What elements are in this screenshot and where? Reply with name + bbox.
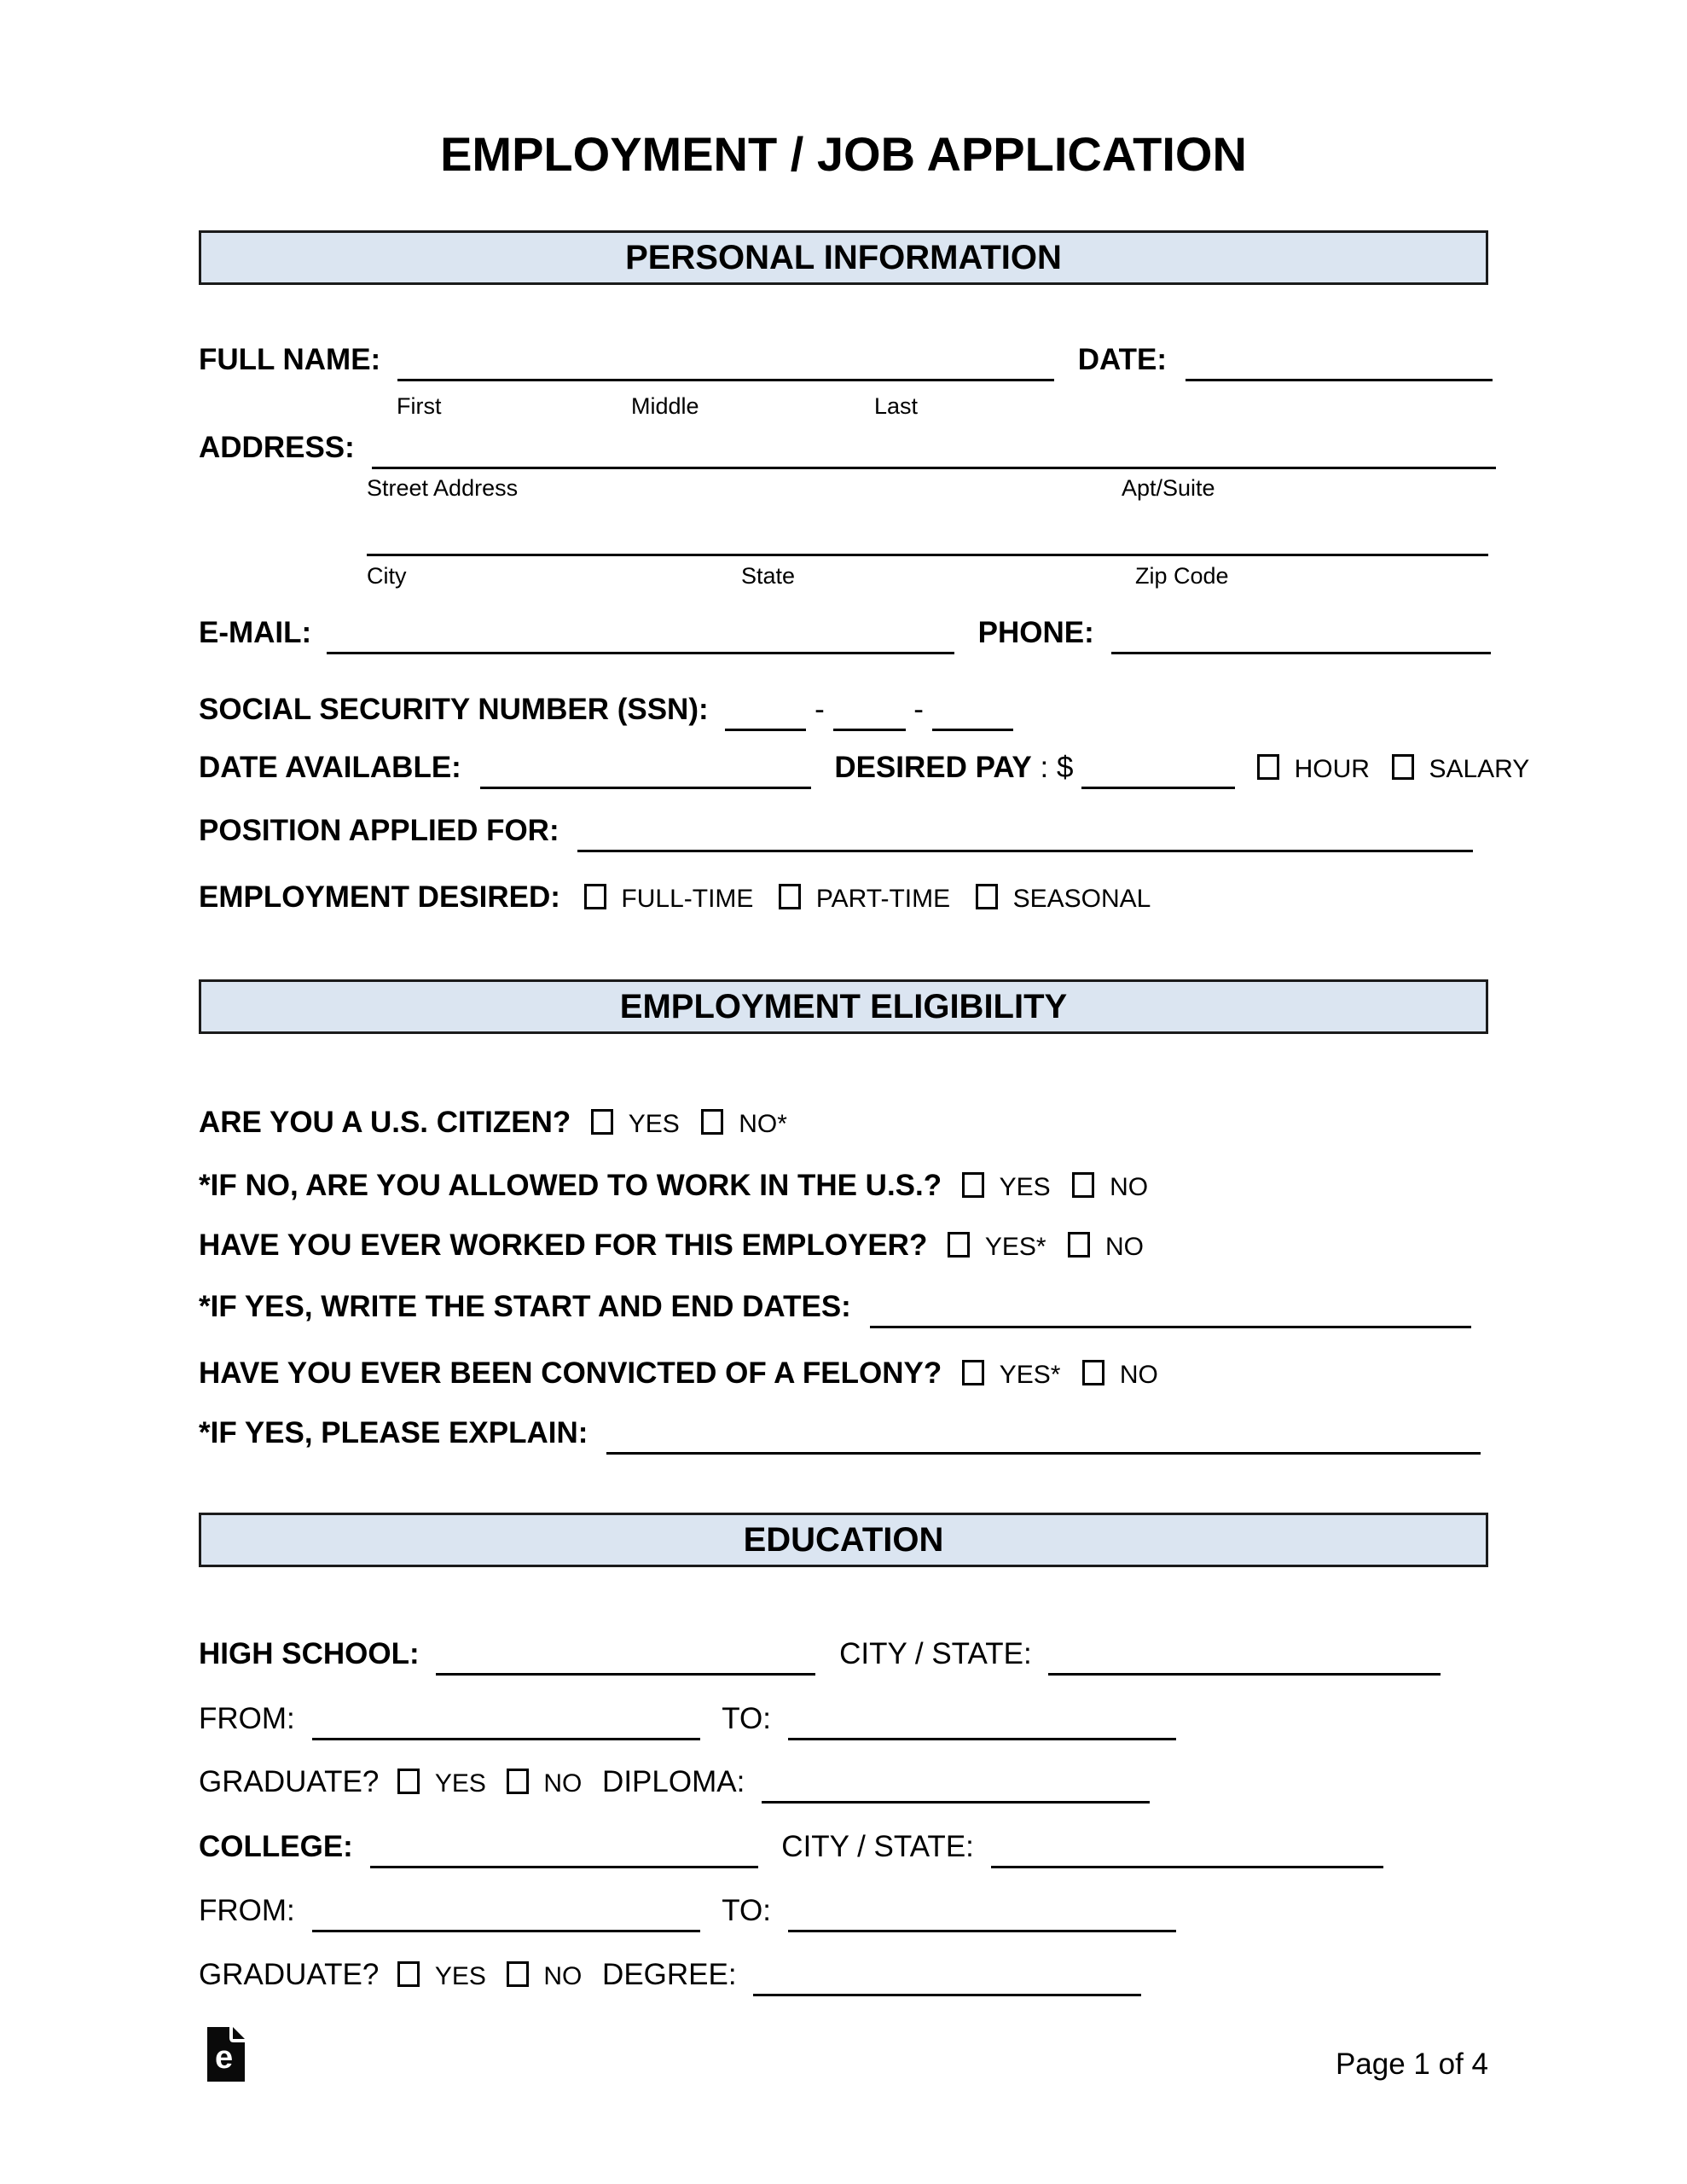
address-label: ADDRESS: — [199, 431, 355, 464]
start-end-dates-input[interactable] — [870, 1307, 1471, 1328]
position-input[interactable] — [577, 831, 1473, 852]
diploma-label: DIPLOMA: — [602, 1765, 745, 1798]
phone-input[interactable] — [1111, 633, 1491, 654]
desired-pay-label: DESIRED PAY — [834, 751, 1032, 784]
full-name-input[interactable] — [397, 360, 1054, 381]
felony-no-checkbox[interactable] — [1082, 1360, 1104, 1385]
explain-input[interactable] — [606, 1433, 1481, 1455]
high-school-row — [199, 1635, 1441, 1676]
hs-graduate-yes-label: YES — [434, 1769, 486, 1798]
citizen-question-label: ARE YOU A U.S. CITIZEN? — [199, 1106, 571, 1139]
eforms-logo-letter: e — [215, 2040, 234, 2076]
email-label: E-MAIL: — [199, 616, 312, 649]
college-from-label: FROM: — [199, 1894, 295, 1927]
employment-desired-label: EMPLOYMENT DESIRED: — [199, 880, 560, 914]
college-row — [199, 1828, 1383, 1868]
address-row — [199, 429, 1496, 469]
explain-label: *IF YES, PLEASE EXPLAIN: — [199, 1416, 588, 1449]
full-name-row — [199, 341, 1493, 381]
section-header-employment-eligibility — [199, 979, 1488, 1034]
college-graduate-no-checkbox[interactable] — [507, 1961, 529, 1987]
allowed-yes-label: YES — [999, 1173, 1051, 1201]
zip-code-sublabel: Zip Code — [1135, 563, 1229, 589]
citizen-no-checkbox[interactable] — [701, 1109, 723, 1135]
eforms-logo — [207, 2027, 248, 2082]
degree-label: DEGREE: — [602, 1958, 737, 1991]
date-available-label: DATE AVAILABLE: — [199, 751, 461, 784]
page-number: Page 1 of 4 — [1335, 2048, 1488, 2081]
date-available-input[interactable] — [480, 768, 811, 789]
felony-yes-label: YES* — [999, 1361, 1061, 1389]
hs-graduate-no-checkbox[interactable] — [507, 1769, 529, 1794]
desired-pay-input[interactable] — [1081, 768, 1235, 789]
degree-input[interactable] — [753, 1975, 1141, 1996]
felony-question-label: HAVE YOU EVER BEEN CONVICTED OF A FELONY? — [199, 1356, 942, 1390]
ssn-label: SOCIAL SECURITY NUMBER (SSN): — [199, 693, 709, 726]
seasonal-label: SEASONAL — [1012, 885, 1151, 913]
full-time-checkbox[interactable] — [584, 884, 606, 909]
address-line2-input[interactable] — [367, 554, 1488, 556]
city-sublabel: City — [367, 563, 407, 589]
ssn-separator: - — [815, 693, 825, 726]
college-graduate-no-label: NO — [543, 1962, 583, 1990]
allowed-question-row — [199, 1167, 1148, 1206]
worked-no-checkbox[interactable] — [1068, 1232, 1090, 1258]
college-city-state-label: CITY / STATE: — [781, 1830, 974, 1863]
part-time-checkbox[interactable] — [779, 884, 801, 909]
ssn-part3-input[interactable] — [932, 710, 1013, 731]
allowed-yes-checkbox[interactable] — [962, 1172, 984, 1198]
first-name-sublabel: First — [397, 393, 442, 419]
felony-yes-checkbox[interactable] — [962, 1360, 984, 1385]
college-input[interactable] — [370, 1847, 758, 1868]
seasonal-checkbox[interactable] — [976, 884, 998, 909]
position-label: POSITION APPLIED FOR: — [199, 814, 559, 847]
start-end-dates-row — [199, 1288, 1471, 1328]
college-to-label: TO: — [722, 1894, 771, 1927]
citizen-yes-checkbox[interactable] — [591, 1109, 613, 1135]
hs-graduate-no-label: NO — [543, 1769, 583, 1798]
ssn-part1-input[interactable] — [725, 710, 806, 731]
email-phone-row — [199, 614, 1491, 654]
section-header-text: EDUCATION — [743, 1520, 944, 1559]
street-address-sublabel: Street Address — [367, 475, 519, 501]
citizen-yes-label: YES — [628, 1110, 680, 1138]
diploma-input[interactable] — [762, 1782, 1150, 1804]
desired-pay-suffix: : $ — [1040, 751, 1074, 784]
date-input[interactable] — [1186, 360, 1493, 381]
citizen-no-label: NO* — [739, 1110, 787, 1138]
hs-graduate-row — [199, 1763, 1150, 1804]
hour-checkbox[interactable] — [1257, 754, 1279, 780]
college-graduate-yes-checkbox[interactable] — [397, 1961, 420, 1987]
allowed-no-label: NO — [1110, 1173, 1149, 1201]
ssn-part2-input[interactable] — [833, 710, 906, 731]
apt-suite-sublabel: Apt/Suite — [1122, 475, 1215, 501]
college-city-state-input[interactable] — [991, 1847, 1383, 1868]
salary-label: SALARY — [1429, 755, 1530, 783]
date-label: DATE: — [1077, 343, 1168, 376]
college-dates-row — [199, 1892, 1176, 1932]
hs-to-label: TO: — [722, 1702, 771, 1735]
full-time-label: FULL-TIME — [621, 885, 754, 913]
employment-desired-row — [199, 879, 1151, 918]
email-input[interactable] — [327, 633, 954, 654]
section-header-education — [199, 1513, 1488, 1567]
section-header-personal-information — [199, 230, 1488, 285]
college-graduate-label: GRADUATE? — [199, 1958, 380, 1991]
worked-yes-label: YES* — [984, 1233, 1046, 1261]
position-row — [199, 812, 1473, 852]
salary-checkbox[interactable] — [1392, 754, 1414, 780]
hs-to-input[interactable] — [788, 1719, 1176, 1740]
street-address-input[interactable] — [372, 448, 1496, 469]
allowed-no-checkbox[interactable] — [1072, 1172, 1094, 1198]
college-to-input[interactable] — [788, 1911, 1176, 1932]
start-end-dates-label: *IF YES, WRITE THE START AND END DATES: — [199, 1290, 851, 1323]
last-name-sublabel: Last — [874, 393, 919, 419]
college-graduate-yes-label: YES — [434, 1962, 486, 1990]
high-school-input[interactable] — [436, 1654, 815, 1676]
worked-question-label: HAVE YOU EVER WORKED FOR THIS EMPLOYER? — [199, 1228, 928, 1262]
phone-label: PHONE: — [977, 616, 1094, 649]
worked-question-row — [199, 1227, 1144, 1266]
state-sublabel: State — [741, 563, 796, 589]
citizen-question-row — [199, 1104, 787, 1143]
worked-no-label: NO — [1105, 1233, 1144, 1261]
hs-from-input[interactable] — [312, 1719, 700, 1740]
ssn-separator: - — [913, 693, 924, 726]
hs-from-label: FROM: — [199, 1702, 295, 1735]
felony-question-row — [199, 1355, 1158, 1394]
felony-no-label: NO — [1119, 1361, 1158, 1389]
hs-city-state-label: CITY / STATE: — [839, 1637, 1032, 1670]
section-header-text: PERSONAL INFORMATION — [625, 238, 1062, 276]
college-graduate-row — [199, 1956, 1141, 1996]
hs-dates-row — [199, 1700, 1176, 1740]
hs-graduate-label: GRADUATE? — [199, 1765, 380, 1798]
part-time-label: PART-TIME — [815, 885, 951, 913]
allowed-question-label: *IF NO, ARE YOU ALLOWED TO WORK IN THE U.S.? — [199, 1169, 942, 1202]
worked-yes-checkbox[interactable] — [948, 1232, 970, 1258]
college-from-input[interactable] — [312, 1911, 700, 1932]
hs-city-state-input[interactable] — [1048, 1654, 1441, 1676]
middle-name-sublabel: Middle — [631, 393, 699, 419]
full-name-label: FULL NAME: — [199, 343, 381, 376]
high-school-label: HIGH SCHOOL: — [199, 1637, 420, 1670]
date-available-pay-row — [199, 749, 1529, 789]
hour-label: HOUR — [1294, 755, 1370, 783]
explain-row — [199, 1414, 1481, 1455]
section-header-text: EMPLOYMENT ELIGIBILITY — [619, 987, 1068, 1025]
page-title: EMPLOYMENT / JOB APPLICATION — [440, 127, 1247, 181]
hs-graduate-yes-checkbox[interactable] — [397, 1769, 420, 1794]
college-label: COLLEGE: — [199, 1830, 353, 1863]
ssn-row — [199, 691, 1013, 731]
